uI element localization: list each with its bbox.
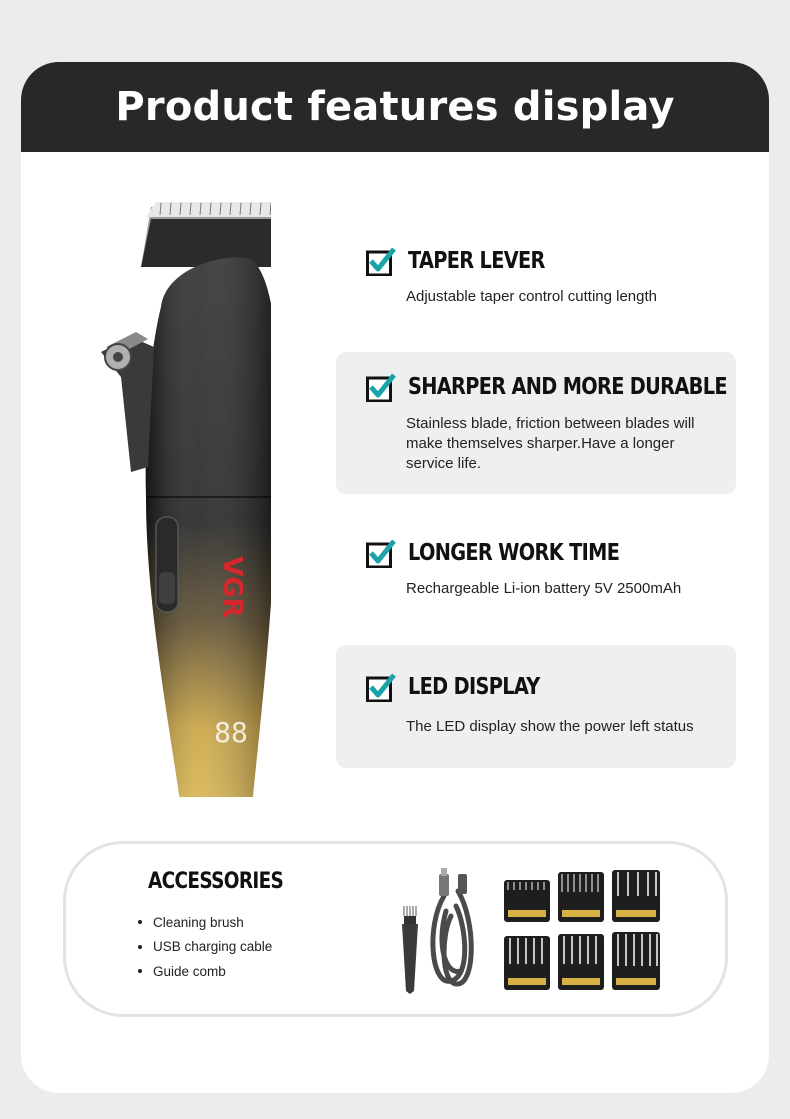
checkbox-check-icon — [366, 538, 396, 568]
led-readout: 88 — [214, 716, 248, 749]
guide-comb-icon — [558, 872, 604, 922]
page-title: Product features display — [115, 84, 675, 130]
feature-title: LED DISPLAY — [408, 674, 540, 700]
usb-cable-icon — [433, 891, 471, 984]
accessories-list — [138, 910, 272, 984]
checkbox-check-icon — [366, 372, 396, 402]
feature-taper-lever — [336, 232, 736, 322]
bullet-icon — [138, 969, 142, 973]
list-item: Cleaning brush — [138, 910, 272, 935]
feature-sharper-durable — [336, 352, 736, 494]
accessories-title: ACCESSORIES — [148, 869, 284, 894]
cleaning-brush-icon — [402, 906, 418, 994]
feature-title: LONGER WORK TIME — [408, 540, 620, 566]
guide-comb-icon — [612, 870, 660, 922]
checkbox-check-icon — [366, 672, 396, 702]
hair-clipper-image — [76, 197, 271, 797]
guide-comb-icon — [504, 936, 550, 990]
guide-comb-icon — [612, 932, 660, 990]
accessories-panel — [63, 841, 728, 1017]
accessories-image — [396, 866, 666, 996]
feature-longer-work-time — [336, 524, 736, 614]
bullet-icon — [138, 945, 142, 949]
feature-description: Adjustable taper control cutting length — [406, 288, 657, 305]
header-bar — [21, 62, 769, 152]
brand-logo: VGR — [217, 556, 247, 618]
guide-combs — [504, 870, 660, 990]
product-card — [21, 62, 769, 1093]
list-item: Guide comb — [138, 959, 272, 984]
feature-title: SHARPER AND MORE DURABLE — [408, 374, 727, 400]
list-item: USB charging cable — [138, 935, 272, 960]
feature-description: Stainless blade, friction between blades will make themselves sharper.Have a longer service life. — [406, 415, 695, 472]
feature-title: TAPER LEVER — [408, 248, 545, 274]
feature-description: Rechargeable Li-ion battery 5V 2500mAh — [406, 580, 682, 597]
guide-comb-icon — [504, 880, 550, 922]
bullet-icon — [138, 920, 142, 924]
guide-comb-icon — [558, 934, 604, 990]
feature-led-display — [336, 645, 736, 768]
feature-description: The LED display show the power left status — [406, 718, 694, 735]
checkbox-check-icon — [366, 246, 396, 276]
